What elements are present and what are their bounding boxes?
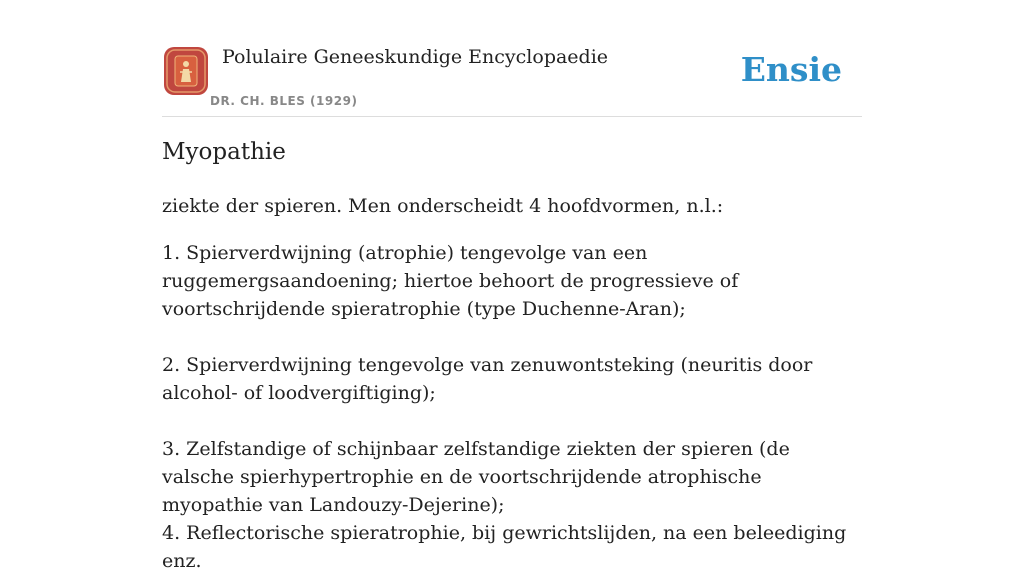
site-logo-link[interactable]: Ensie	[740, 50, 842, 89]
entry-item-3: 3. Zelfstandige of schijnbaar zelfstandige ziekten der spieren (de valsche spierhypertrophie en de voortschrijdende atrophische myopathie van Landouzy-Dejerine);	[162, 438, 790, 516]
entry-item-1: 1. Spierverdwijning (atrophie) tengevolge van een ruggemergsaandoening; hiertoe behoort de progressieve of voortschrijdende spieratrophie (type Duchenne-Aran);	[162, 242, 739, 320]
encyclopedia-cover-emblem-icon[interactable]	[164, 47, 208, 95]
cover-emblem-svg	[164, 47, 208, 95]
entry-body	[162, 192, 862, 575]
entry-item-4: 4. Reflectorische spieratrophie, bij gewrichtslijden, na een beleediging enz.	[162, 522, 847, 572]
entry-intro: ziekte der spieren. Men onderscheidt 4 hoofdvormen, n.l.:	[162, 195, 724, 217]
book-author: DR. CH. BLES (1929)	[210, 94, 358, 108]
site-header	[162, 40, 862, 117]
entry-title: Myopathie	[162, 139, 286, 165]
entry-item-2: 2. Spierverdwijning tengevolge van zenuwontsteking (neuritis door alcohol- of loodvergiftiging);	[162, 354, 813, 404]
book-title[interactable]: Polulaire Geneeskundige Encyclopaedie	[222, 46, 609, 68]
